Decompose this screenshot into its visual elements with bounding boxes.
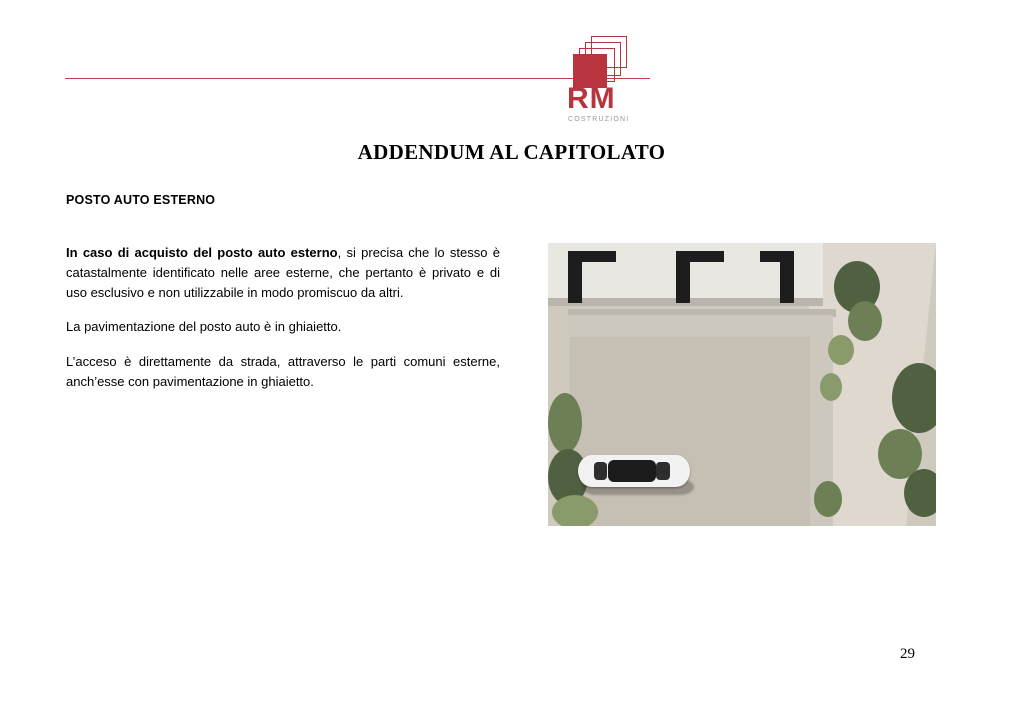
paragraph-2: La pavimentazione del posto auto è in ghiaietto. [66,319,342,335]
paragraph-3: L’acceso è direttamente da strada, attraverso le parti comuni esterne, anch’esse con pavimentazione in ghiaietto. [66,353,500,389]
paragraph-1-lead: In caso di acquisto del posto auto esterno [66,245,338,260]
paragraph-1 [66,243,500,303]
car-illustration [578,449,690,493]
logo-wordmark: RM [567,82,616,115]
company-logo [565,28,655,133]
page-header [65,28,958,133]
body-text-column [66,193,500,406]
logo-tagline: COSTRUZIONI [568,116,630,123]
page-title: ADDENDUM AL CAPITOLATO [357,140,666,164]
page-number: 29 [900,646,915,662]
header-divider [65,78,650,79]
paragraph-1-rest: , si precisa che lo stesso è catastalmente identificato nelle aree esterne, che pertanto è privato e di uso esclusivo e non utilizzabile in modo promiscuo da altri. [66,245,500,301]
parking-space-render-image [548,243,936,526]
section-heading: POSTO AUTO ESTERNO [66,193,216,207]
